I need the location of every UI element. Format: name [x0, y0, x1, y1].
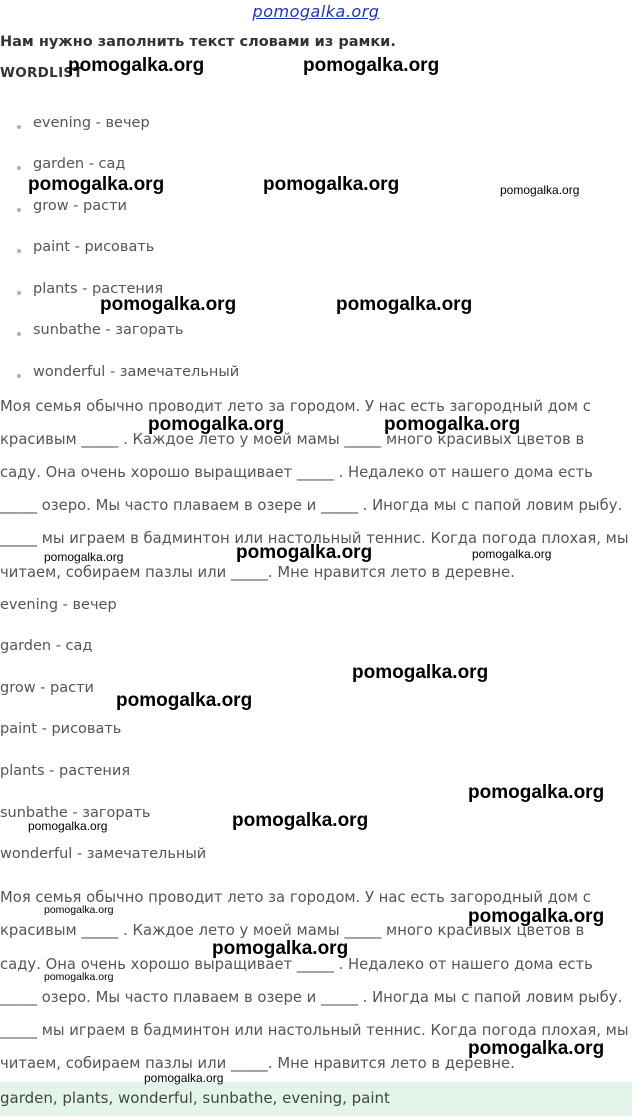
watermark: pomogalka.org	[44, 904, 114, 916]
watermark: pomogalka.org	[500, 183, 580, 197]
watermark: pomogalka.org	[352, 662, 489, 683]
watermark: pomogalka.org	[28, 819, 108, 833]
watermark: pomogalka.org	[232, 810, 369, 831]
wordlist-item: grow - расти	[0, 680, 94, 696]
bullet-dot	[17, 374, 21, 378]
wordlist-item: grow - расти	[33, 198, 127, 214]
watermark: pomogalka.org	[100, 294, 237, 315]
watermark: pomogalka.org	[212, 938, 349, 959]
site-link[interactable]: pomogalka.org	[252, 2, 380, 21]
paragraph-line: читаем, собираем пазлы или _____. Мне нравится лето в деревне.	[0, 564, 515, 581]
wordlist-item: evening - вечер	[0, 597, 117, 613]
paragraph-line: красивым _____ . Каждое лето у моей мамы _____ много красивых цветов в	[0, 922, 585, 939]
wordlist-item: wonderful - замечательный	[33, 364, 240, 380]
watermark: pomogalka.org	[44, 971, 114, 983]
watermark: pomogalka.org	[68, 55, 205, 76]
paragraph-line: Моя семья обычно проводит лето за городом. У нас есть загородный дом с	[0, 398, 591, 415]
watermark: pomogalka.org	[303, 55, 440, 76]
bullet-dot	[17, 332, 21, 336]
watermark: pomogalka.org	[468, 1038, 605, 1059]
wordlist-item: garden - сад	[33, 156, 126, 172]
bullet-dot	[17, 291, 21, 295]
wordlist-item: paint - рисовать	[0, 721, 122, 737]
paragraph-line: _____ озеро. Мы часто плаваем в озере и _____ . Иногда мы с папой ловим рыбу.	[0, 989, 623, 1006]
wordlist-item: wonderful - замечательный	[0, 846, 207, 862]
bullet-dot	[17, 166, 21, 170]
wordlist-item: evening - вечер	[33, 115, 150, 131]
paragraph-line: _____ мы играем в бадминтон или настольный теннис. Когда погода плохая, мы	[0, 1022, 629, 1039]
paragraph-line: _____ озеро. Мы часто плаваем в озере и _____ . Иногда мы с папой ловим рыбу.	[0, 497, 623, 514]
wordlist-title: WORDLIST	[0, 65, 83, 81]
bullet-dot	[17, 125, 21, 129]
watermark: pomogalka.org	[236, 542, 373, 563]
wordlist-item: sunbathe - загорать	[0, 805, 151, 821]
wordlist-item: sunbathe - загорать	[33, 322, 184, 338]
watermark: pomogalka.org	[472, 547, 552, 561]
bullet-dot	[17, 208, 21, 212]
instruction-text: Нам нужно заполнить текст словами из рамки.	[0, 34, 396, 50]
wordlist-item: garden - сад	[0, 638, 93, 654]
watermark: pomogalka.org	[336, 294, 473, 315]
watermark: pomogalka.org	[468, 906, 605, 927]
watermark: pomogalka.org	[263, 174, 400, 195]
watermark: pomogalka.org	[44, 550, 124, 564]
watermark: pomogalka.org	[116, 690, 253, 711]
watermark: pomogalka.org	[468, 782, 605, 803]
paragraph-line: саду. Она очень хорошо выращивает _____ . Недалеко от нашего дома есть	[0, 956, 593, 973]
paragraph-line: _____ мы играем в бадминтон или настольный теннис. Когда погода плохая, мы	[0, 530, 629, 547]
paragraph-line: Моя семья обычно проводит лето за городом. У нас есть загородный дом с	[0, 889, 591, 906]
bullet-dot	[17, 249, 21, 253]
answer-text: garden, plants, wonderful, sunbathe, evening, paint	[0, 1089, 390, 1107]
watermark: pomogalka.org	[144, 1071, 224, 1085]
paragraph-line: читаем, собираем пазлы или _____. Мне нравится лето в деревне.	[0, 1055, 515, 1072]
paragraph-line: красивым _____ . Каждое лето у моей мамы _____ много красивых цветов в	[0, 431, 585, 448]
watermark: pomogalka.org	[384, 414, 521, 435]
wordlist-item: plants - растения	[33, 281, 164, 297]
watermark: pomogalka.org	[28, 174, 165, 195]
wordlist-item: paint - рисовать	[33, 239, 155, 255]
watermark: pomogalka.org	[148, 414, 285, 435]
paragraph-line: саду. Она очень хорошо выращивает _____ . Недалеко от нашего дома есть	[0, 464, 593, 481]
wordlist-item: plants - растения	[0, 763, 131, 779]
